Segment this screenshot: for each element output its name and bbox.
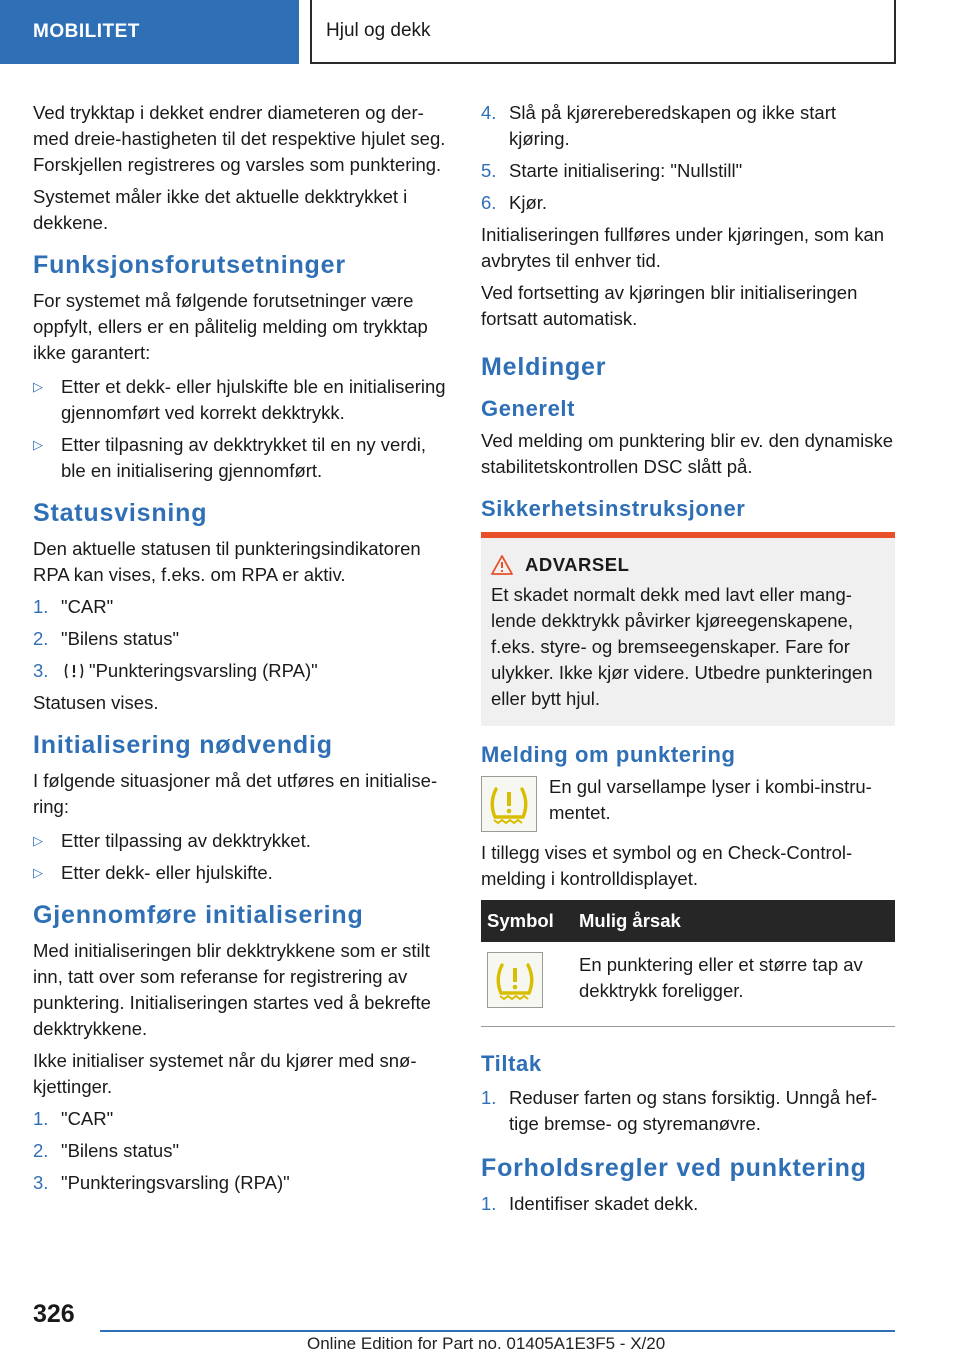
chapter-title: Hjul og dekk	[326, 20, 431, 41]
warning-title-row	[487, 552, 887, 578]
page-number: 326	[33, 1300, 75, 1328]
list-item	[481, 190, 895, 216]
list-item	[481, 1191, 895, 1217]
triangle-bullet-icon: ▷	[33, 379, 43, 394]
init-needed-bullets	[33, 828, 448, 886]
step-text: "Bilens status"	[61, 1140, 180, 1161]
bullet-text: Etter dekk- eller hjulskifte.	[61, 862, 273, 883]
step-text: Identifiser skadet dekk.	[509, 1193, 699, 1214]
heading-generelt: Generelt	[481, 396, 576, 421]
triangle-bullet-icon: ▷	[33, 865, 43, 880]
func-bullet-list	[33, 374, 448, 484]
table-row	[481, 942, 895, 1027]
warning-triangle-icon	[491, 555, 513, 575]
heading-tiltak: Tiltak	[481, 1051, 542, 1076]
step-number: 6.	[481, 192, 497, 213]
section-label: MOBILITET	[33, 21, 140, 42]
cause-cell: En punktering eller et større tap av dekktrykk foreligger.	[573, 942, 895, 1027]
init-complete-text: Initialiseringen fullføres under kjøringen, som kan avbrytes til enhver tid.	[481, 224, 885, 271]
step-text: Slå på kjørereberedskapen og ikke start kjøring.	[509, 102, 837, 149]
edition-footer: Online Edition for Part no. 01405A1E3F5 - X/20	[307, 1334, 666, 1353]
tire-pressure-warning-symbol-icon	[487, 952, 543, 1008]
check-control-text: I tillegg vises et symbol og en Check-Control-melding i kontrolldisplayet.	[481, 842, 853, 889]
continued-steps	[481, 100, 895, 216]
heading-statusvisning: Statusvisning	[33, 499, 208, 527]
list-item	[33, 626, 448, 652]
symbol-cell	[481, 942, 573, 1027]
step-number: 5.	[481, 160, 497, 181]
step-text: Starte initialisering: "Nullstill"	[509, 160, 743, 181]
section-tab	[0, 0, 299, 64]
list-item	[33, 432, 448, 484]
tire-pressure-icon	[63, 662, 85, 680]
step-number: 3.	[33, 1172, 49, 1193]
bullet-text: Etter tilpassing av dekktrykket.	[61, 830, 311, 851]
footer-divider	[100, 1330, 895, 1332]
list-item	[33, 860, 448, 886]
step-number: 2.	[33, 628, 49, 649]
heading-sikkerhetsinstruksjoner: Sikkerhetsinstruksjoner	[481, 496, 746, 521]
warning-box	[481, 532, 895, 726]
list-item	[481, 1085, 895, 1137]
perform-text-2: Ikke initialiser systemet når du kjører med snøkjettinger.	[33, 1050, 417, 1097]
heading-meldinger: Meldinger	[481, 353, 607, 381]
list-item	[481, 158, 895, 184]
bullet-text: Etter tilpasning av dekktrykket til en ny verdi, ble en initialisering gjennomført.	[61, 434, 427, 481]
step-number: 1.	[481, 1193, 497, 1214]
list-item	[33, 828, 448, 854]
triangle-bullet-icon: ▷	[33, 833, 43, 848]
intro-paragraph-1: Ved trykktap i dekket endrer diameteren og dermed dreie-hastigheten til det respektive hjulet seg. Forskjellen registreres og varsles som punktering.	[33, 102, 446, 175]
step-number: 1.	[33, 596, 49, 617]
list-item	[33, 1170, 448, 1196]
step-text: "CAR"	[61, 596, 114, 617]
init-continue-text: Ved fortsetting av kjøringen blir initialiseringen fortsatt automatisk.	[481, 282, 858, 329]
step-text: "CAR"	[61, 1108, 114, 1129]
list-item	[33, 658, 448, 684]
status-steps	[33, 594, 448, 684]
perform-text-1: Med initialiseringen blir dekktrykkene som er stilt inn, tatt over som referanse for registrering av punktering. Initialiseringen startes ved å bekrefte dekktrykkene.	[33, 940, 431, 1039]
precaution-steps	[481, 1191, 895, 1217]
step-number: 2.	[33, 1140, 49, 1161]
triangle-bullet-icon: ▷	[33, 437, 43, 452]
step-text: "Bilens status"	[61, 628, 180, 649]
list-item	[33, 594, 448, 620]
list-item	[481, 100, 895, 152]
warning-title: ADVARSEL	[525, 554, 630, 575]
step-text: "Punkteringsvarsling (RPA)"	[89, 660, 318, 681]
perform-steps	[33, 1106, 448, 1196]
warning-lamp-text: En gul varsellampe lyser i kombi-instrumentet.	[549, 776, 872, 823]
tiltak-steps	[481, 1085, 895, 1137]
step-number: 1.	[481, 1087, 497, 1108]
warning-text: Et skadet normalt dekk med lavt eller manglende dekktrykk påvirker kjøreegenskapene, f.eks. styre- og bremseegenskaper. Fare for ulykker. Ikke kjør videre. Utbedre punkteringen eller bytt hjul.	[491, 584, 873, 709]
intro-paragraph-2: Systemet måler ikke det aktuelle dekktrykket i dekkene.	[33, 186, 408, 233]
step-text: Kjør.	[509, 192, 548, 213]
table-header-symbol: Symbol	[481, 900, 573, 942]
heading-gjennomfore-initialisering: Gjennomføre initialisering	[33, 901, 364, 929]
list-item	[33, 374, 448, 426]
generelt-text: Ved melding om punktering blir ev. den dynamiske stabilitetskontrollen DSC slått på.	[481, 430, 894, 477]
symbol-table	[481, 900, 895, 1027]
bullet-text: Etter et dekk- eller hjulskifte ble en initialisering gjennomført ved korrekt dekktrykk.	[61, 376, 446, 423]
chapter-title-box	[310, 0, 896, 64]
left-column	[33, 100, 448, 1202]
step-number: 4.	[481, 102, 497, 123]
list-item	[33, 1138, 448, 1164]
warning-lamp-row	[481, 774, 895, 832]
heading-melding-om-punktering: Melding om punktering	[481, 742, 736, 767]
heading-funksjonsforutsetninger: Funksjonsforutsetninger	[33, 251, 346, 279]
step-text: "Punkteringsvarsling (RPA)"	[61, 1172, 290, 1193]
list-item	[33, 1106, 448, 1132]
heading-forholdsregler: Forholdsregler ved punktering	[481, 1154, 867, 1182]
func-text: For systemet må følgende forutsetninger være oppfylt, ellers er en pålitelig melding om trykktap ikke garantert:	[33, 290, 428, 363]
heading-initialisering-nodvendig: Initialisering nødvendig	[33, 731, 333, 759]
step-number: 1.	[33, 1108, 49, 1129]
status-after: Statusen vises.	[33, 692, 159, 713]
status-text: Den aktuelle statusen til punkteringsindikatoren RPA kan vises, f.eks. om RPA er aktiv.	[33, 538, 421, 585]
table-header-cause: Mulig årsak	[573, 900, 895, 942]
step-number: 3.	[33, 660, 49, 681]
init-needed-text: I følgende situasjoner må det utføres en initialisering:	[33, 770, 438, 817]
right-column	[481, 100, 895, 1223]
tire-pressure-warning-lamp-icon	[481, 776, 537, 832]
step-text: Reduser farten og stans forsiktig. Unngå heftige bremse- og styremanøvre.	[509, 1087, 878, 1134]
